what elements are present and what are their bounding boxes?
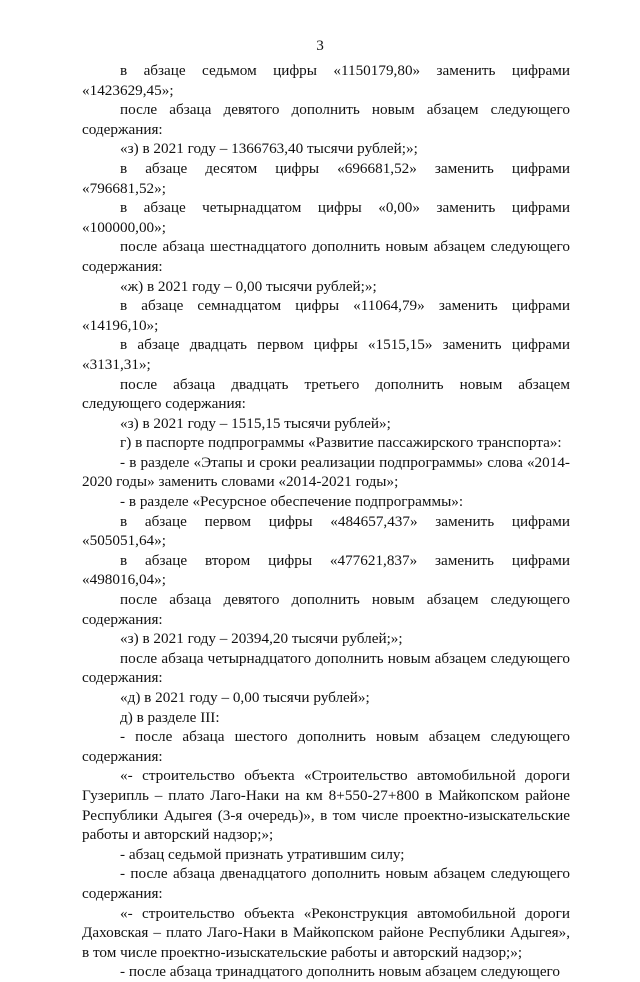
paragraph: - после абзаца тринадцатого дополнить новым абзацем следующего <box>120 963 561 981</box>
paragraph: - абзац седьмой признать утратившим силу; <box>120 845 405 863</box>
paragraph: д) в разделе III: <box>120 708 220 726</box>
paragraph: - после абзаца двенадцатого дополнить новым абзацем следующего содержания: <box>82 865 570 902</box>
paragraph: в абзаце семнадцатом цифры «11064,79» заменить цифрами «14196,10»; <box>82 297 570 334</box>
paragraph: г) в паспорте подпрограммы «Развитие пассажирского транспорта»: <box>120 434 562 452</box>
paragraph: в абзаце первом цифры «484657,437» заменить цифрами «505051,64»; <box>82 512 570 550</box>
paragraph: «ж) в 2021 году – 0,00 тысячи рублей;»; <box>120 277 377 295</box>
page-number: 3 <box>316 37 324 54</box>
paragraph: «з) в 2021 году – 1366763,40 тысячи рублей;»; <box>120 140 418 158</box>
paragraph: в абзаце двадцать первом цифры «1515,15» заменить цифрами «3131,31»; <box>82 336 570 373</box>
paragraph: - в разделе «Этапы и сроки реализации подпрограммы» слова «2014-2020 годы» заменить словами «2014-2021 годы»; <box>82 453 570 491</box>
paragraph: после абзаца двадцать третьего дополнить новым абзацем следующего содержания: <box>82 375 570 413</box>
paragraph: «- строительство объекта «Строительство автомобильной дороги Гузерипль – плато Лаго-Наки на км 8+550-27+800 в Майкопском районе Республики Адыгея (3-я очередь)», в том числе проектно-изыскательские работы и авторский надзор;»; <box>82 767 570 844</box>
paragraph: после абзаца шестнадцатого дополнить новым абзацем следующего содержания: <box>82 238 570 275</box>
document-body <box>82 61 570 982</box>
paragraph: «з) в 2021 году – 1515,15 тысячи рублей»; <box>120 414 391 432</box>
paragraph: «д) в 2021 году – 0,00 тысячи рублей»; <box>120 689 370 706</box>
paragraph: «з) в 2021 году – 20394,20 тысячи рублей;»; <box>120 630 403 648</box>
paragraph: «- строительство объекта «Реконструкция автомобильной дороги Даховская – плато Лаго-Наки в Майкопском районе Республики Адыгея», в том числе проектно-изыскательские работы и авторский надзор;»; <box>82 904 570 961</box>
paragraph: в абзаце десятом цифры «696681,52» заменить цифрами «796681,52»; <box>82 159 570 197</box>
paragraph: после абзаца четырнадцатого дополнить новым абзацем следующего содержания: <box>82 649 570 687</box>
paragraph: после абзаца девятого дополнить новым абзацем следующего содержания: <box>82 591 570 628</box>
paragraph: в абзаце четырнадцатом цифры «0,00» заменить цифрами «100000,00»; <box>82 199 570 236</box>
paragraph: в абзаце втором цифры «477621,837» заменить цифрами «498016,04»; <box>82 551 570 589</box>
paragraph: после абзаца девятого дополнить новым абзацем следующего содержания: <box>82 101 570 138</box>
paragraph: в абзаце седьмом цифры «1150179,80» заменить цифрами «1423629,45»; <box>82 62 570 99</box>
paragraph: - в разделе «Ресурсное обеспечение подпрограммы»: <box>120 493 464 511</box>
paragraph: - после абзаца шестого дополнить новым абзацем следующего содержания: <box>82 728 570 765</box>
